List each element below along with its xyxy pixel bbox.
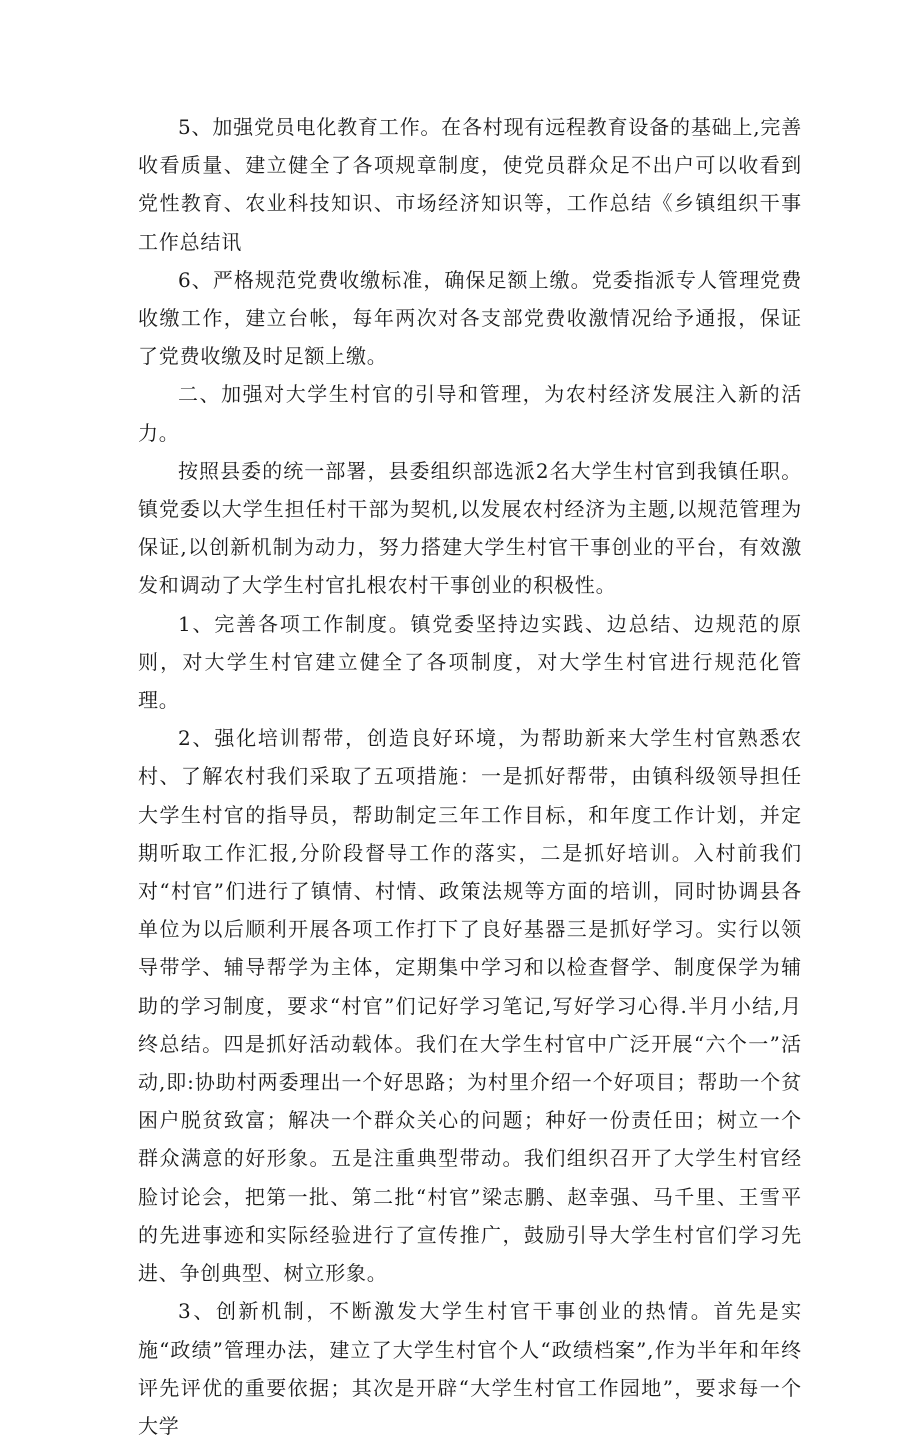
section-heading-2: 二、加强对大学生村官的引导和管理，为农村经济发展注入新的活力。 [138, 382, 802, 445]
paragraph-item-1-systems: 1、完善各项工作制度。镇党委坚持边实践、边总结、边规范的原则，对大学生村官建立健全了各项制度，对大学生村官进行规范化管理。 [138, 611, 802, 713]
paragraph-item-2-training: 2、强化培训帮带，创造良好环境，为帮助新来大学生村官熟悉农村、了解农村我们采取了五项措施：一是抓好帮带，由镇科级领导担任大学生村官的指导员，帮助制定三年工作目标，和年度工作计划，并定期听取工作汇报,分阶段督导工作的落实，二是抓好培训。入村前我们对“村官”们进行了镇情、村情、政策法规等方面的培训，同时协调县各单位为以后顺利开展各项工作打下了良好基器三是抓好学习。实行以领导带学、辅导帮学为主体，定期集中学习和以检查督学、制度保学为辅助的学习制度，要求“村官”们记好学习笔记,写好学习心得.半月小结,月终总结。四是抓好活动载体。我们在大学生村官中广泛开展“六个一”活动,即:协助村两委理出一个好思路；为村里介绍一个好项目；帮助一个贫困户脱贫致富；解决一个群众关心的问题；种好一份责任田；树立一个群众满意的好形象。五是注重典型带动。我们组织召开了大学生村官经脸讨论会，把第一批、第二批“村官”梁志鹏、赵幸强、马千里、王雪平的先进事迹和实际经验进行了宣传推广，鼓励引导大学生村官们学习先进、争创典型、树立形象。 [138, 726, 802, 1286]
paragraph-item-5-e-learning: 5、加强党员电化教育工作。在各村现有远程教育设备的基础上,完善收看质量、建立健全了各项规章制度，使党员群众足不出户可以收看到党性教育、农业科技知识、市场经济知识等，工作总结《乡镇组织干事工作总结讯 [138, 115, 802, 254]
paragraph-item-3-mechanism: 3、创新机制，不断激发大学生村官干事创业的热情。首先是实施“政绩”管理办法，建立了大学生村官个人“政绩档案”,作为半年和年终评先评优的重要依据；其次是开辟“大学生村官工作园地”，要求每一个大学 [138, 1299, 802, 1438]
document-body [138, 108, 802, 1445]
paragraph-item-6-party-dues: 6、严格规范党费收缴标准，确保足额上缴。党委指派专人管理党费收缴工作，建立台帐，每年两次对各支部党费收激情况给予通报，保证了党费收缴及时足额上缴。 [138, 267, 802, 369]
paragraph-section-2-intro: 按照县委的统一部署，县委组织部选派2名大学生村官到我镇任职。镇党委以大学生担任村干部为契机,以发展农村经济为主题,以规范管理为保证,以创新机制为动力，努力搭建大学生村官干事创业的平台，有效激发和调动了大学生村官扎根农村干事创业的积极性。 [138, 458, 802, 598]
